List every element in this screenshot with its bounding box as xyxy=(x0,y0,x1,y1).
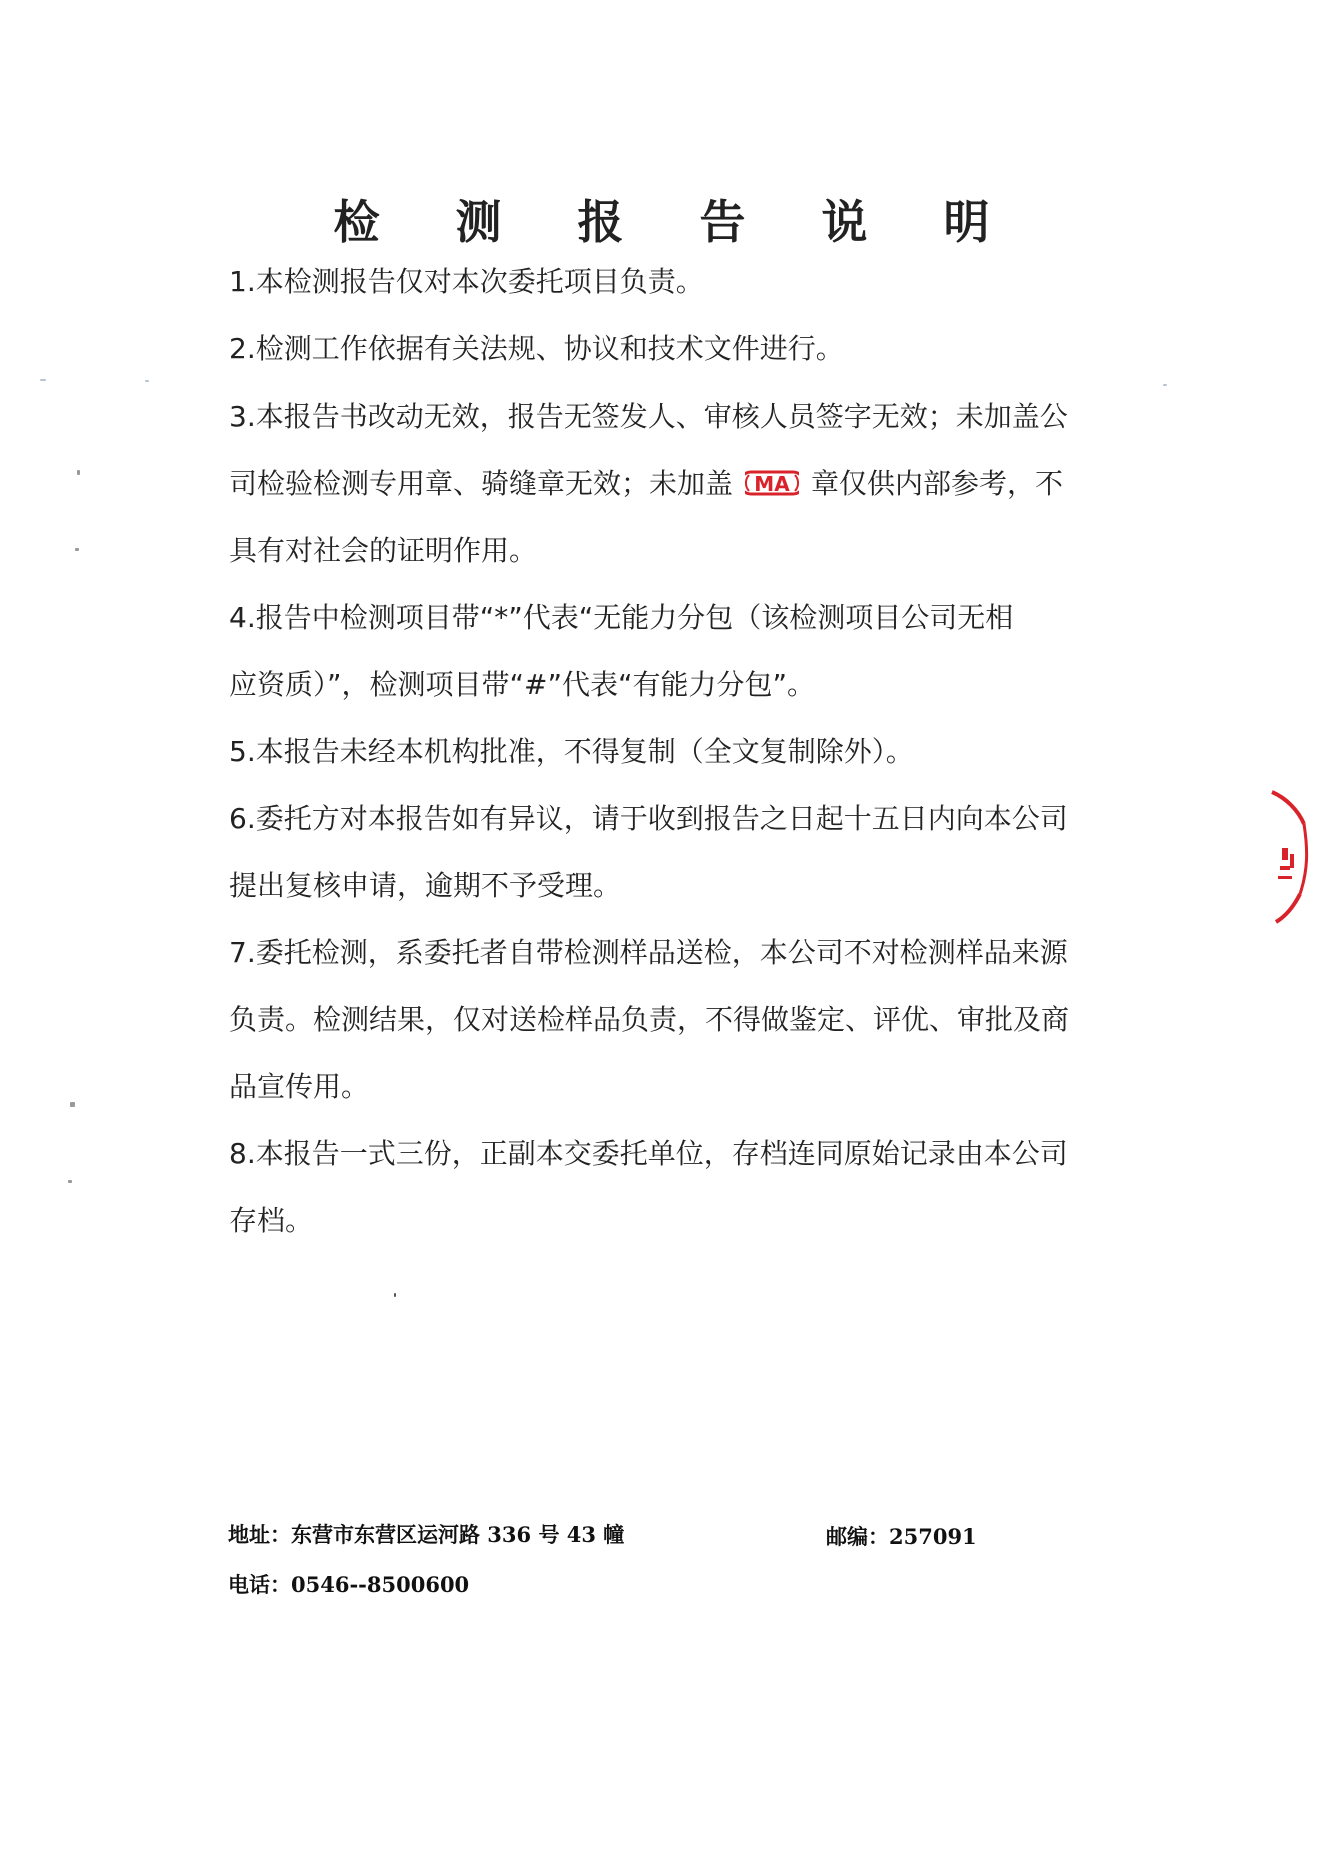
scan-speck xyxy=(394,1293,396,1297)
scan-speck xyxy=(77,470,80,475)
item-5-line-1: 5.本报告未经本机构批准，不得复制（全文复制除外）。 xyxy=(229,735,914,768)
scan-speck xyxy=(40,379,46,381)
item-7-line-1: 7.委托检测，系委托者自带检测样品送检，本公司不对检测样品来源 xyxy=(229,936,1068,969)
item-8-line-2: 存档。 xyxy=(229,1204,314,1237)
ma-logo xyxy=(745,468,799,508)
item-3-line-2-text-a: 司检验检测专用章、骑缝章无效；未加盖 xyxy=(229,467,734,500)
item-1-line-1: 1.本检测报告仅对本次委托项目负责。 xyxy=(229,265,704,298)
footer-address: 地址：东营市东营区运河路 336 号 43 幢 xyxy=(228,1522,625,1547)
item-3-line-3: 具有对社会的证明作用。 xyxy=(229,534,538,567)
item-4-line-2: 应资质）”，检测项目带“#”代表“有能力分包”。 xyxy=(229,668,815,701)
item-7-line-2: 负责。检测结果，仅对送检样品负责，不得做鉴定、评优、审批及商 xyxy=(229,1003,1070,1036)
scan-speck xyxy=(1163,384,1167,386)
item-7-line-3: 品宣传用。 xyxy=(229,1070,370,1103)
scan-speck xyxy=(70,1102,75,1107)
item-3-line-2 xyxy=(229,464,1063,508)
footer-phone: 电话：0546--8500600 xyxy=(228,1572,470,1597)
scan-speck xyxy=(145,380,149,382)
ma-logo-text: MA xyxy=(754,472,790,496)
item-8-line-1: 8.本报告一式三份，正副本交委托单位，存档连同原始记录由本公司 xyxy=(229,1137,1068,1170)
partial-seal-stamp xyxy=(1268,790,1323,929)
item-2-line-1: 2.检测工作依据有关法规、协议和技术文件进行。 xyxy=(229,332,844,365)
item-6-line-2: 提出复核申请，逾期不予受理。 xyxy=(229,869,622,902)
item-3-line-1: 3.本报告书改动无效，报告无签发人、审核人员签字无效；未加盖公 xyxy=(229,400,1068,433)
scan-speck xyxy=(75,548,79,551)
scan-speck xyxy=(68,1180,72,1183)
page-title: 检 测 报 告 说 明 xyxy=(333,195,1020,249)
footer-postcode: 邮编：257091 xyxy=(826,1524,977,1549)
item-3-line-2-text-b: 章仅供内部参考，不 xyxy=(811,467,1064,500)
item-6-line-1: 6.委托方对本报告如有异议，请于收到报告之日起十五日内向本公司 xyxy=(229,802,1068,835)
item-4-line-1: 4.报告中检测项目带“*”代表“无能力分包（该检测项目公司无相 xyxy=(229,601,1014,634)
